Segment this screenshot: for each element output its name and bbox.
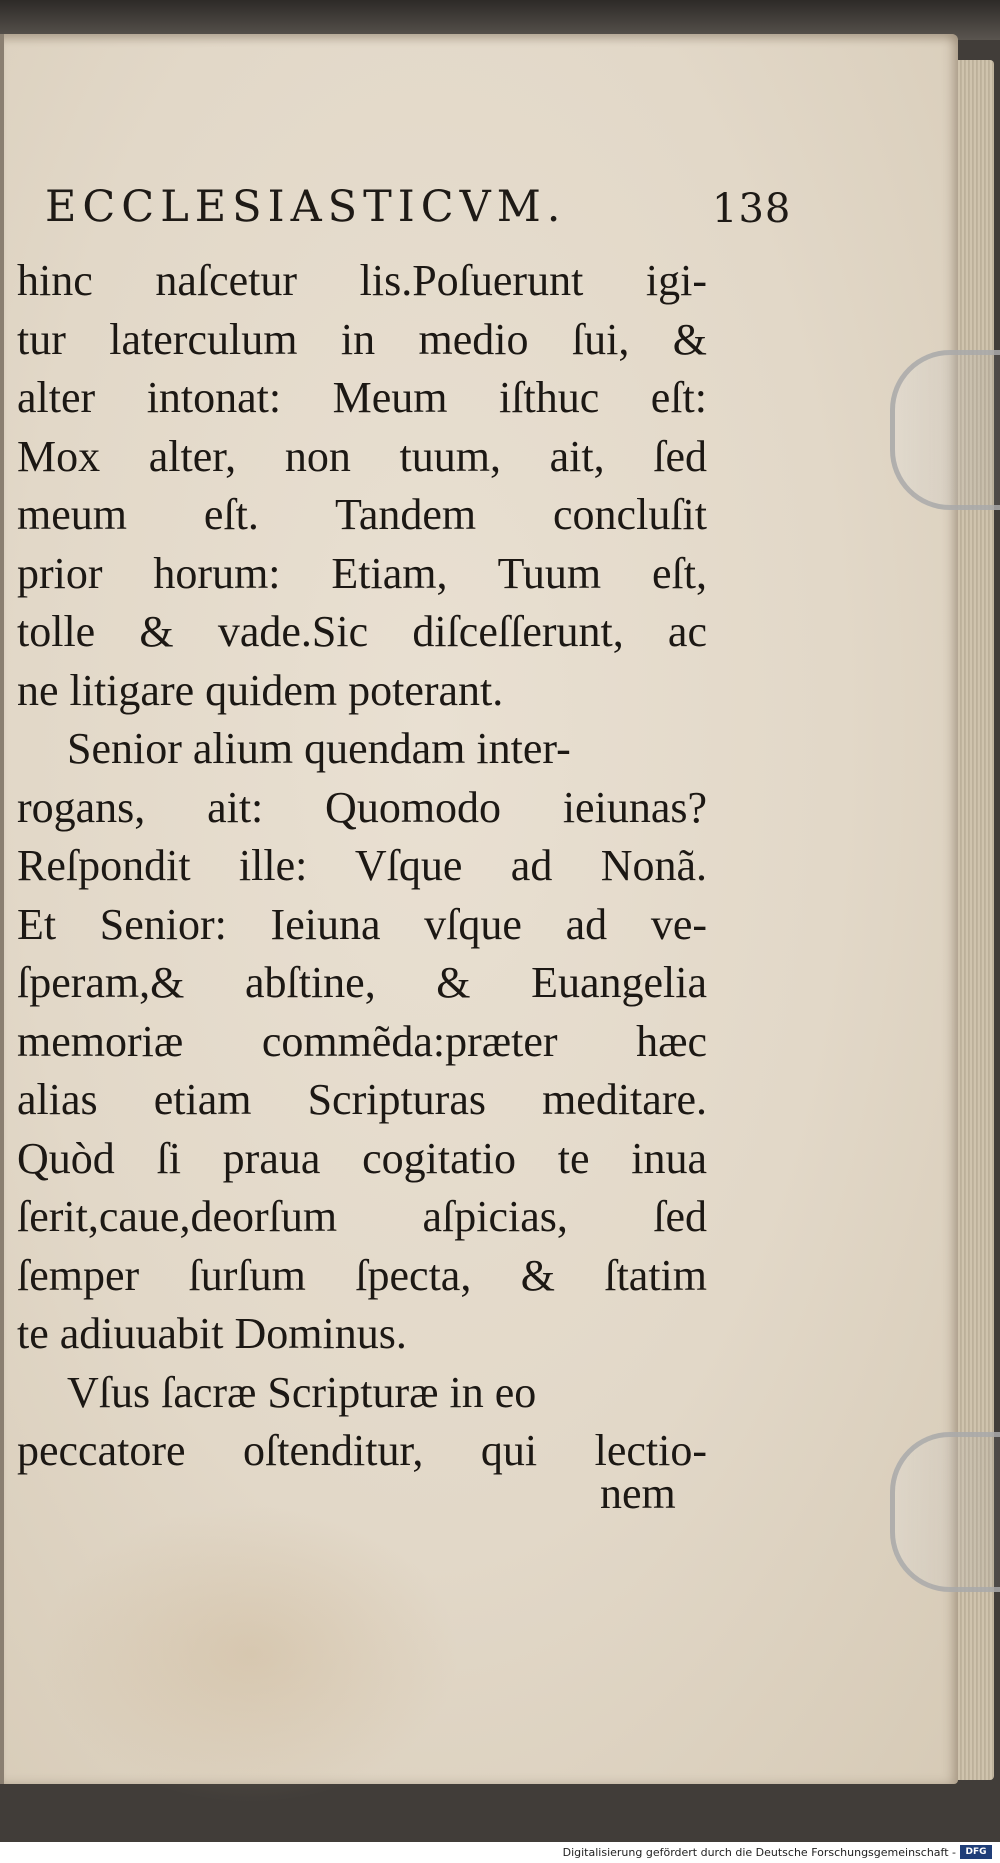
text-line: alias etiam Scripturas meditare. (17, 1075, 707, 1124)
body-text (17, 252, 707, 1481)
text-line: Quòd ſi praua cogitatio te inua (17, 1133, 707, 1183)
book-spine (0, 34, 4, 1784)
page-clip-bottom (890, 1432, 1000, 1592)
text-line: ſerit,caue,deorſum aſpicias, ſed (17, 1192, 707, 1241)
text-line: Et Senior: Ieiuna vſque ad ve- (17, 899, 707, 949)
text-line: ſemper ſurſum ſpecta, & ſtatim (17, 1250, 707, 1300)
text-line: prior horum: Etiam, Tuum eſt, (17, 548, 707, 598)
text-line: tur laterculum in medio ſui, & (17, 314, 707, 364)
text-line: te adiuuabit Dominus. (17, 1309, 407, 1358)
catchword: nem (600, 1469, 676, 1518)
text-line: peccatore oſtenditur, qui lectio- (17, 1426, 707, 1475)
text-line: Vſus ſacræ Scripturæ in eo (67, 1367, 537, 1417)
running-head: ECCLESIASTICVM. (45, 182, 567, 232)
text-line: Senior alium quendam inter- (67, 724, 571, 773)
text-line: memoriæ commẽda:præter hæc (17, 1016, 707, 1066)
text-line: tolle & vade.Sic diſceſſerunt, ac (17, 607, 707, 656)
text-line: rogans, ait: Quomodo ieiunas? (17, 782, 707, 832)
dfg-logo: DFG (960, 1845, 992, 1859)
text-line: Reſpondit ille: Vſque ad Nonã. (17, 841, 707, 890)
text-line: ſperam,& abſtine, & Euangelia (17, 958, 707, 1007)
text-line: alter intonat: Meum iſthuc eſt: (17, 373, 707, 422)
text-line: meum eſt. Tandem concluſit (17, 490, 707, 539)
text-line: Mox alter, non tuum, ait, ſed (17, 431, 707, 481)
page-clip-top (890, 350, 1000, 510)
text-line: ne litigare quidem poterant. (17, 665, 504, 715)
paper-stain (40, 1504, 460, 1804)
digitization-credit: Digitalisierung gefördert durch die Deutsche Forschungsgemeinschaft - (562, 1846, 956, 1859)
text-line: hinc naſcetur lis.Poſuerunt igi- (17, 256, 707, 305)
page-number: 138 (712, 186, 792, 232)
